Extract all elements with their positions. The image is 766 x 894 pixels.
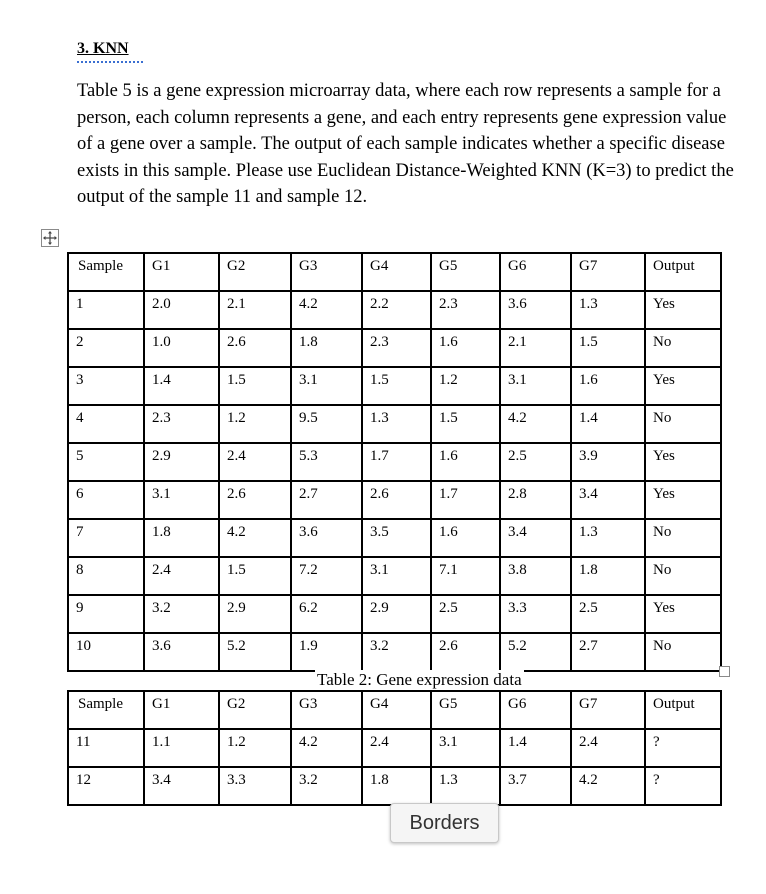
table-cell[interactable]: 1.5 xyxy=(219,557,291,595)
table-cell[interactable]: Yes xyxy=(645,367,721,405)
table-row xyxy=(68,729,721,767)
table-cell[interactable]: 3.6 xyxy=(144,633,219,671)
table-cell[interactable]: 3.2 xyxy=(144,595,219,633)
header-cell[interactable]: G3 xyxy=(291,253,362,291)
table-cell[interactable]: 1.5 xyxy=(431,405,500,443)
table-cell[interactable]: 1.2 xyxy=(219,729,291,767)
table-cell[interactable]: 1.9 xyxy=(291,633,362,671)
table-cell[interactable]: 1.4 xyxy=(571,405,645,443)
table-cell[interactable]: 1.3 xyxy=(362,405,431,443)
header-cell[interactable]: G6 xyxy=(500,691,571,729)
table-header-row xyxy=(68,691,721,729)
table-cell[interactable]: 8 xyxy=(68,557,144,595)
table-cell[interactable]: Yes xyxy=(645,481,721,519)
table-cell[interactable]: 2.1 xyxy=(219,291,291,329)
table-row xyxy=(68,481,721,519)
table-cell[interactable]: 4.2 xyxy=(500,405,571,443)
table-cell[interactable]: 3.9 xyxy=(571,443,645,481)
header-cell[interactable]: G1 xyxy=(144,253,219,291)
table-cell[interactable]: 11 xyxy=(68,729,144,767)
table-cell[interactable]: 12 xyxy=(68,767,144,805)
header-cell[interactable]: Sample xyxy=(68,691,144,729)
header-cell[interactable]: G4 xyxy=(362,691,431,729)
table-cell[interactable]: 2.5 xyxy=(500,443,571,481)
table-cell[interactable]: 3.3 xyxy=(219,767,291,805)
table-row xyxy=(68,405,721,443)
table-cell[interactable]: 3.2 xyxy=(291,767,362,805)
table-cell[interactable]: 1.8 xyxy=(291,329,362,367)
table-cell[interactable]: 3.1 xyxy=(291,367,362,405)
table-cell[interactable]: 9.5 xyxy=(291,405,362,443)
table-cell[interactable]: 5.2 xyxy=(219,633,291,671)
gene-expression-table xyxy=(67,252,722,672)
table-row xyxy=(68,519,721,557)
header-cell[interactable]: G5 xyxy=(431,691,500,729)
table-cell[interactable]: 2.9 xyxy=(362,595,431,633)
table-cell[interactable]: 3.1 xyxy=(362,557,431,595)
table-cell[interactable]: Yes xyxy=(645,443,721,481)
table-cell[interactable]: Yes xyxy=(645,291,721,329)
table-cell[interactable]: 1.1 xyxy=(144,729,219,767)
table-cell[interactable]: 3.4 xyxy=(144,767,219,805)
table-cell[interactable]: 1.6 xyxy=(431,443,500,481)
header-cell[interactable]: Sample xyxy=(68,253,144,291)
table-row xyxy=(68,291,721,329)
table-row xyxy=(68,633,721,671)
table-cell[interactable]: 2.6 xyxy=(219,329,291,367)
table-cell[interactable]: 3.8 xyxy=(500,557,571,595)
header-cell[interactable]: G3 xyxy=(291,691,362,729)
table-cell[interactable]: 3.2 xyxy=(362,633,431,671)
header-cell[interactable]: G1 xyxy=(144,691,219,729)
header-cell[interactable]: G5 xyxy=(431,253,500,291)
table-cell[interactable]: 2.3 xyxy=(144,405,219,443)
table-cell[interactable]: 2.6 xyxy=(362,481,431,519)
table-row xyxy=(68,557,721,595)
table-cell[interactable]: 2.1 xyxy=(500,329,571,367)
table-cell[interactable]: 2.0 xyxy=(144,291,219,329)
table-cell[interactable]: ? xyxy=(645,767,721,805)
header-cell[interactable]: Output xyxy=(645,253,721,291)
table-cell[interactable]: 3.1 xyxy=(431,729,500,767)
table-cell[interactable]: 3.3 xyxy=(500,595,571,633)
table-cell[interactable]: No xyxy=(645,633,721,671)
table-cell[interactable]: 7.2 xyxy=(291,557,362,595)
table-cell[interactable]: 1.2 xyxy=(431,367,500,405)
table-cell[interactable]: 1.3 xyxy=(571,291,645,329)
resize-square-icon[interactable] xyxy=(719,666,730,677)
table-cell[interactable]: 2.5 xyxy=(571,595,645,633)
table-cell[interactable]: 3.1 xyxy=(500,367,571,405)
table-cell[interactable]: 3.6 xyxy=(291,519,362,557)
table-cell[interactable]: 6.2 xyxy=(291,595,362,633)
table-cell[interactable]: 2.3 xyxy=(431,291,500,329)
table-cell[interactable]: 4 xyxy=(68,405,144,443)
table-cell[interactable]: 1.3 xyxy=(571,519,645,557)
table-cell[interactable]: Yes xyxy=(645,595,721,633)
table-cell[interactable]: ? xyxy=(645,729,721,767)
borders-tooltip: Borders xyxy=(390,803,499,843)
table-cell[interactable]: 1.3 xyxy=(431,767,500,805)
table-cell[interactable]: 9 xyxy=(68,595,144,633)
section-heading: 3. KNN xyxy=(77,40,129,57)
header-cell[interactable]: G2 xyxy=(219,691,291,729)
table-caption: Table 2: Gene expression data xyxy=(317,670,522,689)
header-cell[interactable]: Output xyxy=(645,691,721,729)
table-cell[interactable]: No xyxy=(645,557,721,595)
table-row xyxy=(68,595,721,633)
table-cell[interactable]: 1 xyxy=(68,291,144,329)
table-cell[interactable]: 1.5 xyxy=(571,329,645,367)
table-cell[interactable]: 1.8 xyxy=(144,519,219,557)
table-cell[interactable]: 3.5 xyxy=(362,519,431,557)
table-cell[interactable]: 1.6 xyxy=(571,367,645,405)
table-row xyxy=(68,767,721,805)
table-cell[interactable]: 6 xyxy=(68,481,144,519)
table-cell[interactable]: 2.4 xyxy=(219,443,291,481)
table-cell[interactable]: 3.7 xyxy=(500,767,571,805)
table-cell[interactable]: 1.8 xyxy=(571,557,645,595)
table-cell[interactable]: 1.7 xyxy=(431,481,500,519)
table-cell[interactable]: 3.4 xyxy=(500,519,571,557)
table-cell[interactable]: 1.7 xyxy=(362,443,431,481)
header-cell[interactable]: G7 xyxy=(571,253,645,291)
table-cell[interactable]: 1.6 xyxy=(431,329,500,367)
table-row xyxy=(68,367,721,405)
table-cell[interactable]: 2.6 xyxy=(431,633,500,671)
table-cell[interactable]: No xyxy=(645,329,721,367)
header-cell[interactable]: G7 xyxy=(571,691,645,729)
table-cell[interactable]: 2.3 xyxy=(362,329,431,367)
table-cell[interactable]: 3.4 xyxy=(571,481,645,519)
table-cell[interactable]: 5.2 xyxy=(500,633,571,671)
table-cell[interactable]: 2.5 xyxy=(431,595,500,633)
table-cell[interactable]: 2.4 xyxy=(571,729,645,767)
table-row xyxy=(68,329,721,367)
table-cell[interactable]: 1.4 xyxy=(500,729,571,767)
spellcheck-underline xyxy=(77,61,143,63)
table-cell[interactable]: 2.6 xyxy=(219,481,291,519)
table-cell[interactable]: 5 xyxy=(68,443,144,481)
table-cell[interactable]: 2.4 xyxy=(144,557,219,595)
table-cell[interactable]: 2.7 xyxy=(291,481,362,519)
table-cell[interactable]: 1.5 xyxy=(362,367,431,405)
table-cell[interactable]: 7 xyxy=(68,519,144,557)
table-cell[interactable]: 1.4 xyxy=(144,367,219,405)
table-cell[interactable]: 4.2 xyxy=(291,291,362,329)
table-cell[interactable]: 1.2 xyxy=(219,405,291,443)
table-cell[interactable]: 4.2 xyxy=(219,519,291,557)
table-cell[interactable]: 2.9 xyxy=(219,595,291,633)
table-cell[interactable]: 4.2 xyxy=(571,767,645,805)
table-cell[interactable]: 4.2 xyxy=(291,729,362,767)
move-arrows-icon xyxy=(43,231,57,245)
table-cell[interactable]: 7.1 xyxy=(431,557,500,595)
table-cell[interactable]: 5.3 xyxy=(291,443,362,481)
table-cell[interactable]: No xyxy=(645,405,721,443)
table-move-handle[interactable] xyxy=(41,229,59,247)
table-header-row xyxy=(68,253,721,291)
table-cell[interactable]: 1.6 xyxy=(431,519,500,557)
table-cell[interactable]: 2.9 xyxy=(144,443,219,481)
table-cell[interactable]: 3.6 xyxy=(500,291,571,329)
table-cell[interactable]: 2.2 xyxy=(362,291,431,329)
table-cell[interactable]: 3 xyxy=(68,367,144,405)
table-cell[interactable]: 1.0 xyxy=(144,329,219,367)
header-cell[interactable]: G2 xyxy=(219,253,291,291)
table-cell[interactable]: 2.8 xyxy=(500,481,571,519)
table-row xyxy=(68,443,721,481)
table-cell[interactable]: 2.4 xyxy=(362,729,431,767)
table-cell[interactable]: 1.8 xyxy=(362,767,431,805)
table-cell[interactable]: 2.7 xyxy=(571,633,645,671)
table-cell[interactable]: 2 xyxy=(68,329,144,367)
problem-paragraph: Table 5 is a gene expression microarray data, where each row represents a sample for a person, each column represents a gene, and each entry represents gene expression value of a gene over a sample. The output of each sample indicates whether a specific disease exists in this sample. Please use Euclidean Distance-Weighted KNN (K=3) to predict the output of the sample 11 and sample 12. xyxy=(77,81,734,207)
header-cell[interactable]: G6 xyxy=(500,253,571,291)
header-cell[interactable]: G4 xyxy=(362,253,431,291)
table-cell[interactable]: No xyxy=(645,519,721,557)
table-cell[interactable]: 3.1 xyxy=(144,481,219,519)
test-samples-table xyxy=(67,690,722,806)
table-cell[interactable]: 1.5 xyxy=(219,367,291,405)
table-cell[interactable]: 10 xyxy=(68,633,144,671)
